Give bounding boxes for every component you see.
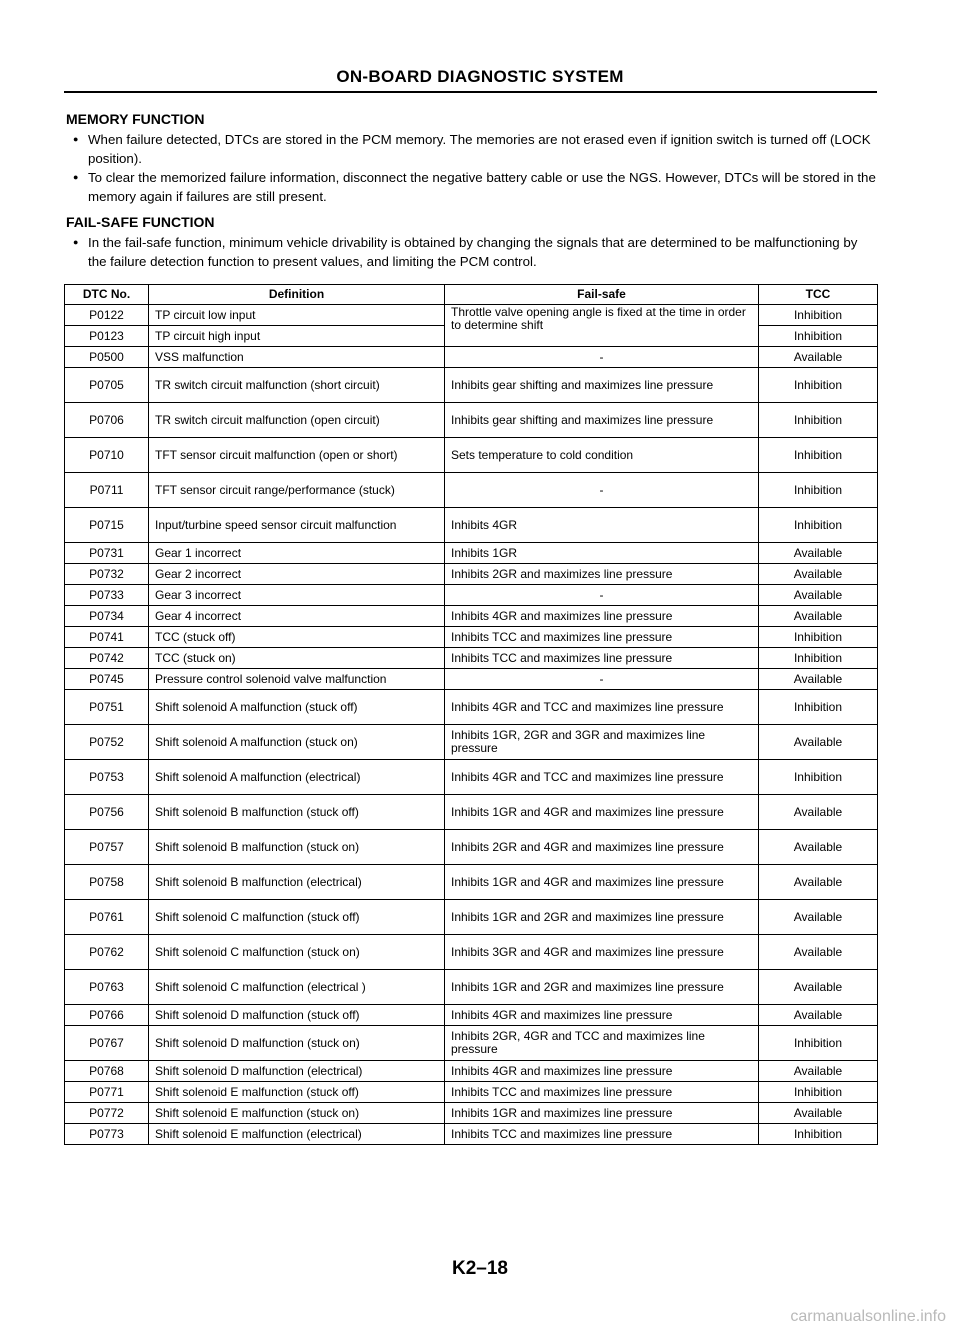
- cell-fail-safe: -: [445, 347, 759, 368]
- cell-dtc-code: P0500: [65, 347, 149, 368]
- cell-fail-safe: Inhibits 1GR and 2GR and maximizes line pressure: [445, 900, 759, 935]
- cell-fail-safe: Inhibits 4GR and maximizes line pressure: [445, 606, 759, 627]
- cell-tcc: Available: [759, 795, 878, 830]
- cell-fail-safe: Inhibits TCC and maximizes line pressure: [445, 1124, 759, 1145]
- cell-tcc: Available: [759, 669, 878, 690]
- cell-dtc-code: P0123: [65, 326, 149, 347]
- table-row: [65, 1103, 878, 1124]
- cell-tcc: Inhibition: [759, 326, 878, 347]
- memory-function-list: [66, 130, 878, 206]
- cell-tcc: Inhibition: [759, 403, 878, 438]
- cell-definition: Gear 3 incorrect: [149, 585, 445, 606]
- cell-fail-safe: Inhibits 3GR and 4GR and maximizes line pressure: [445, 935, 759, 970]
- cell-definition: Gear 2 incorrect: [149, 564, 445, 585]
- cell-fail-safe: Inhibits gear shifting and maximizes line pressure: [445, 403, 759, 438]
- header-dtc-no: DTC No.: [65, 285, 149, 305]
- cell-fail-safe: -: [445, 669, 759, 690]
- cell-tcc: Inhibition: [759, 473, 878, 508]
- cell-fail-safe: Inhibits 2GR, 4GR and TCC and maximizes line pressure: [445, 1026, 759, 1061]
- table-row: [65, 1082, 878, 1103]
- cell-fail-safe: Inhibits gear shifting and maximizes line pressure: [445, 368, 759, 403]
- cell-dtc-code: P0768: [65, 1061, 149, 1082]
- cell-definition: TR switch circuit malfunction (short circuit): [149, 368, 445, 403]
- cell-dtc-code: P0766: [65, 1005, 149, 1026]
- table-row: [65, 725, 878, 760]
- cell-definition: Shift solenoid E malfunction (stuck on): [149, 1103, 445, 1124]
- cell-definition: VSS malfunction: [149, 347, 445, 368]
- cell-definition: Shift solenoid B malfunction (stuck on): [149, 830, 445, 865]
- table-row: [65, 543, 878, 564]
- table-row: [65, 473, 878, 508]
- cell-definition: Shift solenoid A malfunction (stuck on): [149, 725, 445, 760]
- cell-dtc-code: P0745: [65, 669, 149, 690]
- cell-definition: TCC (stuck on): [149, 648, 445, 669]
- cell-definition: TCC (stuck off): [149, 627, 445, 648]
- table-row: [65, 1124, 878, 1145]
- header-definition: Definition: [149, 285, 445, 305]
- memory-function-bullet: ● To clear the memorized failure information, disconnect the negative battery cable or use the NGS. However, DTCs will be stored in the memory again if failures are still present.: [66, 168, 878, 206]
- cell-fail-safe: -: [445, 473, 759, 508]
- cell-tcc: Available: [759, 564, 878, 585]
- cell-tcc: Inhibition: [759, 1124, 878, 1145]
- watermark: carmanualsonline.info: [790, 1308, 946, 1325]
- failsafe-function-bullet: ● In the fail-safe function, minimum vehicle drivability is obtained by changing the signals that are determined to be malfunctioning by the failure detection function to present values, and limiting the PCM control.: [66, 233, 878, 271]
- table-row: [65, 1061, 878, 1082]
- table-row: [65, 970, 878, 1005]
- cell-tcc: Inhibition: [759, 648, 878, 669]
- cell-fail-safe: Inhibits 1GR: [445, 543, 759, 564]
- cell-tcc: Inhibition: [759, 627, 878, 648]
- cell-dtc-code: P0762: [65, 935, 149, 970]
- table-row: [65, 606, 878, 627]
- memory-function-heading: MEMORY FUNCTION: [66, 111, 205, 127]
- cell-tcc: Available: [759, 725, 878, 760]
- cell-dtc-code: P0771: [65, 1082, 149, 1103]
- cell-definition: TP circuit low input: [149, 305, 445, 326]
- cell-tcc: Available: [759, 347, 878, 368]
- cell-fail-safe: Throttle valve opening angle is fixed at the time in order to determine shift: [445, 305, 759, 347]
- table-row: [65, 830, 878, 865]
- memory-function-bullet: ● When failure detected, DTCs are stored in the PCM memory. The memories are not erased even if ignition switch is turned off (LOCK position).: [66, 130, 878, 168]
- cell-definition: Input/turbine speed sensor circuit malfunction: [149, 508, 445, 543]
- cell-fail-safe: -: [445, 585, 759, 606]
- title-rule: [64, 91, 877, 93]
- table-row: [65, 1005, 878, 1026]
- cell-definition: TR switch circuit malfunction (open circuit): [149, 403, 445, 438]
- cell-dtc-code: P0751: [65, 690, 149, 725]
- cell-fail-safe: Inhibits 1GR and 2GR and maximizes line pressure: [445, 970, 759, 1005]
- cell-tcc: Inhibition: [759, 690, 878, 725]
- cell-fail-safe: Inhibits 1GR and 4GR and maximizes line pressure: [445, 795, 759, 830]
- cell-definition: Shift solenoid A malfunction (stuck off): [149, 690, 445, 725]
- cell-definition: Shift solenoid C malfunction (stuck off): [149, 900, 445, 935]
- cell-dtc-code: P0706: [65, 403, 149, 438]
- cell-fail-safe: Inhibits 4GR and maximizes line pressure: [445, 1061, 759, 1082]
- cell-dtc-code: P0705: [65, 368, 149, 403]
- cell-dtc-code: P0715: [65, 508, 149, 543]
- cell-definition: TP circuit high input: [149, 326, 445, 347]
- failsafe-function-heading: FAIL-SAFE FUNCTION: [66, 214, 215, 230]
- cell-fail-safe: Inhibits TCC and maximizes line pressure: [445, 627, 759, 648]
- cell-definition: Gear 1 incorrect: [149, 543, 445, 564]
- table-row: [65, 627, 878, 648]
- cell-dtc-code: P0711: [65, 473, 149, 508]
- cell-tcc: Available: [759, 606, 878, 627]
- cell-fail-safe: Inhibits 4GR and maximizes line pressure: [445, 1005, 759, 1026]
- cell-tcc: Inhibition: [759, 305, 878, 326]
- cell-dtc-code: P0734: [65, 606, 149, 627]
- cell-tcc: Inhibition: [759, 508, 878, 543]
- cell-dtc-code: P0767: [65, 1026, 149, 1061]
- cell-definition: TFT sensor circuit malfunction (open or short): [149, 438, 445, 473]
- cell-fail-safe: Inhibits TCC and maximizes line pressure: [445, 648, 759, 669]
- cell-dtc-code: P0758: [65, 865, 149, 900]
- cell-dtc-code: P0731: [65, 543, 149, 564]
- header-tcc: TCC: [759, 285, 878, 305]
- cell-tcc: Available: [759, 935, 878, 970]
- cell-definition: Shift solenoid E malfunction (stuck off): [149, 1082, 445, 1103]
- cell-dtc-code: P0742: [65, 648, 149, 669]
- cell-dtc-code: P0741: [65, 627, 149, 648]
- table-row: [65, 347, 878, 368]
- cell-dtc-code: P0773: [65, 1124, 149, 1145]
- cell-fail-safe: Inhibits 1GR and maximizes line pressure: [445, 1103, 759, 1124]
- cell-fail-safe: Inhibits 1GR and 4GR and maximizes line pressure: [445, 865, 759, 900]
- table-row: [65, 865, 878, 900]
- cell-tcc: Inhibition: [759, 760, 878, 795]
- table-row: [65, 669, 878, 690]
- cell-fail-safe: Inhibits 4GR: [445, 508, 759, 543]
- table-row: [65, 585, 878, 606]
- cell-definition: Shift solenoid E malfunction (electrical): [149, 1124, 445, 1145]
- cell-fail-safe: Inhibits 2GR and maximizes line pressure: [445, 564, 759, 585]
- cell-fail-safe: Inhibits 4GR and TCC and maximizes line pressure: [445, 760, 759, 795]
- cell-tcc: Available: [759, 543, 878, 564]
- table-header-row: [65, 285, 878, 305]
- cell-fail-safe: Inhibits 1GR, 2GR and 3GR and maximizes line pressure: [445, 725, 759, 760]
- cell-definition: Shift solenoid C malfunction (stuck on): [149, 935, 445, 970]
- cell-dtc-code: P0763: [65, 970, 149, 1005]
- page-title: ON-BOARD DIAGNOSTIC SYSTEM: [336, 67, 624, 86]
- table-row: [65, 648, 878, 669]
- cell-dtc-code: P0756: [65, 795, 149, 830]
- page-number: K2–18: [452, 1258, 508, 1279]
- cell-fail-safe: Inhibits TCC and maximizes line pressure: [445, 1082, 759, 1103]
- cell-tcc: Available: [759, 1061, 878, 1082]
- cell-definition: Shift solenoid D malfunction (stuck off): [149, 1005, 445, 1026]
- table-row: [65, 935, 878, 970]
- cell-dtc-code: P0772: [65, 1103, 149, 1124]
- cell-fail-safe: Sets temperature to cold condition: [445, 438, 759, 473]
- cell-dtc-code: P0122: [65, 305, 149, 326]
- cell-tcc: Available: [759, 585, 878, 606]
- cell-definition: Shift solenoid D malfunction (electrical): [149, 1061, 445, 1082]
- table-row: [65, 438, 878, 473]
- cell-definition: Gear 4 incorrect: [149, 606, 445, 627]
- cell-definition: Shift solenoid B malfunction (electrical): [149, 865, 445, 900]
- cell-dtc-code: P0710: [65, 438, 149, 473]
- cell-definition: TFT sensor circuit range/performance (stuck): [149, 473, 445, 508]
- cell-definition: Shift solenoid C malfunction (electrical ): [149, 970, 445, 1005]
- table-body: [65, 305, 878, 1145]
- table-row: [65, 760, 878, 795]
- cell-tcc: Inhibition: [759, 1082, 878, 1103]
- cell-fail-safe: Inhibits 4GR and TCC and maximizes line pressure: [445, 690, 759, 725]
- cell-tcc: Available: [759, 1103, 878, 1124]
- cell-tcc: Available: [759, 830, 878, 865]
- cell-dtc-code: P0761: [65, 900, 149, 935]
- cell-tcc: Available: [759, 1005, 878, 1026]
- cell-definition: Shift solenoid B malfunction (stuck off): [149, 795, 445, 830]
- table-row: [65, 564, 878, 585]
- failsafe-function-list: [66, 233, 878, 271]
- table-row: [65, 403, 878, 438]
- cell-dtc-code: P0753: [65, 760, 149, 795]
- cell-definition: Shift solenoid A malfunction (electrical): [149, 760, 445, 795]
- cell-tcc: Available: [759, 900, 878, 935]
- table-row: [65, 900, 878, 935]
- cell-tcc: Available: [759, 865, 878, 900]
- cell-fail-safe: Inhibits 2GR and 4GR and maximizes line pressure: [445, 830, 759, 865]
- header-fail-safe: Fail-safe: [445, 285, 759, 305]
- cell-tcc: Available: [759, 970, 878, 1005]
- table-row: [65, 795, 878, 830]
- table-row: [65, 690, 878, 725]
- cell-definition: Shift solenoid D malfunction (stuck on): [149, 1026, 445, 1061]
- cell-dtc-code: P0732: [65, 564, 149, 585]
- cell-tcc: Inhibition: [759, 368, 878, 403]
- table-row: [65, 368, 878, 403]
- cell-dtc-code: P0733: [65, 585, 149, 606]
- dtc-failsafe-table: [64, 284, 878, 1145]
- table-row: [65, 1026, 878, 1061]
- cell-definition: Pressure control solenoid valve malfunction: [149, 669, 445, 690]
- cell-dtc-code: P0757: [65, 830, 149, 865]
- cell-dtc-code: P0752: [65, 725, 149, 760]
- cell-tcc: Inhibition: [759, 1026, 878, 1061]
- table-row: [65, 508, 878, 543]
- cell-tcc: Inhibition: [759, 438, 878, 473]
- table-row: [65, 305, 878, 326]
